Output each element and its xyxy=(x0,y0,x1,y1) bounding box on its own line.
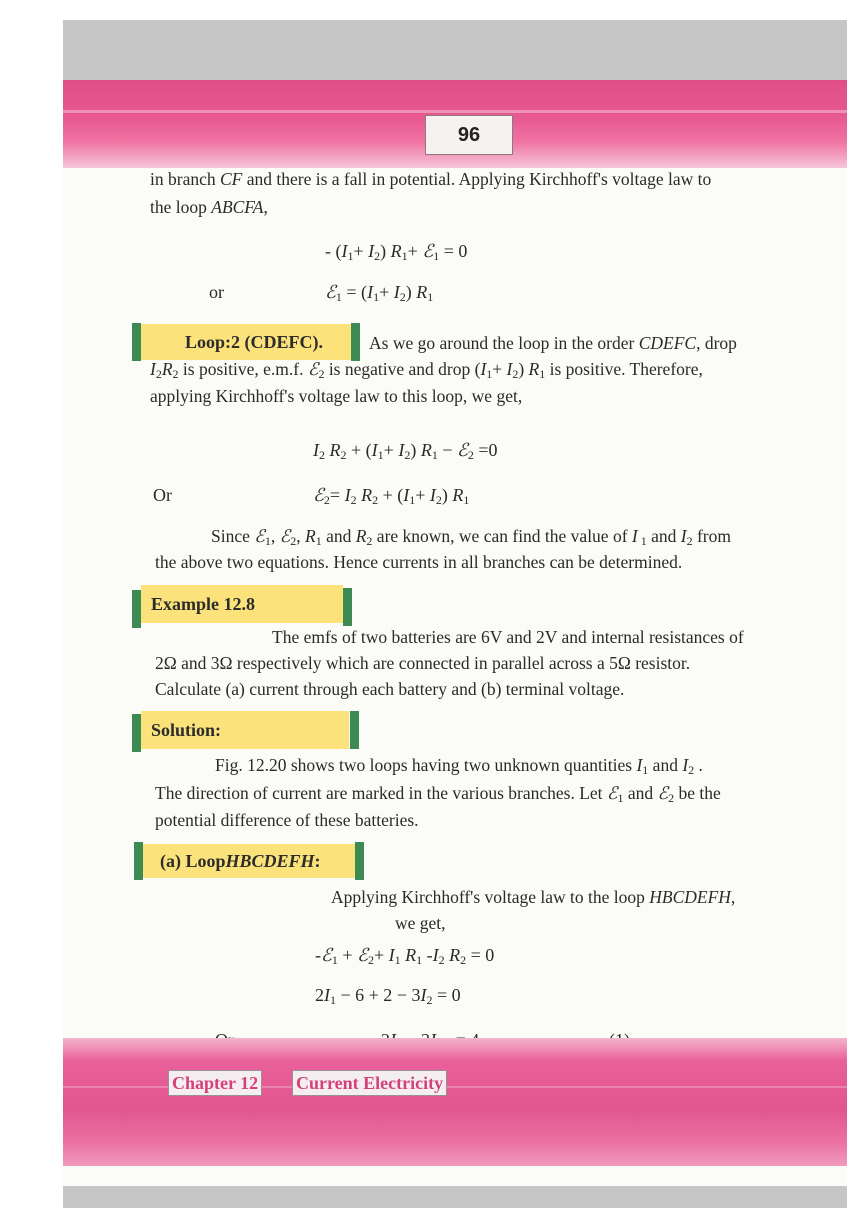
loop2-text-line-3: applying Kirchhoff's voltage law to this loop, we get, xyxy=(150,386,523,406)
loop2-or-label: Or xyxy=(153,485,172,505)
loop-a-heading: (a) Loop HBCDEFH : xyxy=(143,844,355,878)
footer-band xyxy=(63,1038,847,1166)
loop1-equation-2: ℰ$_1$ = $(I_1+ I_2)$ $R_1$ xyxy=(325,282,434,304)
footer-chapter-tag: Chapter 12 xyxy=(168,1070,262,1096)
example-text-line-2: 2Ω and 3Ω respectively which are connected in parallel across a 5Ω resistor. xyxy=(155,653,691,673)
page-number: 96 xyxy=(425,115,513,155)
example-heading: Example 12.8 xyxy=(141,585,343,623)
loop-a-equation-2: $2I_1 - 6 + 2 - 3I_2 = 0$ xyxy=(315,985,461,1007)
solution-marker-right xyxy=(350,711,359,749)
loop2-marker-left xyxy=(132,323,141,361)
since-line-1: Since ℰ$_1$, ℰ$_2$, $R_1$ and $R_2$ are known, we can find the value of I $_1$ and $I_2$ from xyxy=(211,526,731,548)
intro-line-2: the loop ABCFA, xyxy=(150,197,268,217)
example-marker-left xyxy=(132,590,141,628)
since-line-2: the above two equations. Hence currents in all branches can be determined. xyxy=(155,552,683,572)
example-marker-right xyxy=(343,588,352,626)
solution-text-line-2: The direction of current are marked in the various branches. Let ℰ$_1$ and ℰ$_2$ be the xyxy=(155,783,721,805)
loop-a-equation-1: -ℰ$_1$ + ℰ$_2$+ $I_1$ $R_1$ $-I_2$ $R_2 = 0$ xyxy=(315,945,495,967)
page-sheet xyxy=(63,80,847,1186)
intro-line-1: in branch CF and there is a fall in potential. Applying Kirchhoff's voltage law to xyxy=(150,169,712,189)
loop2-text-line-2: $I_2R_2$ is positive, e.m.f. ℰ$_2$ is negative and drop $(I_1+ I_2)$ $R_1$ is positive. Therefore, xyxy=(150,359,703,381)
solution-text-line-3: potential difference of these batteries. xyxy=(155,810,419,830)
solution-heading: Solution: xyxy=(141,711,349,749)
loop-a-text-line-2: we get, xyxy=(395,913,446,933)
loop1-equation-1: - $(I_1+ I_2)$ $R_1+$ ℰ$_1$ = 0 xyxy=(325,241,468,263)
loop2-equation-1: $I_2$ $R_2 + (I_1+ I_2) R_1$ − ℰ$_2$ =0 xyxy=(313,440,498,462)
example-text-line-1: The emfs of two batteries are 6V and 2V and internal resistances of xyxy=(272,627,744,647)
loop-a-marker-right xyxy=(355,842,364,880)
loop2-text-line-1: As we go around the loop in the order CDEFC, drop xyxy=(369,333,737,353)
scanned-page-background xyxy=(63,20,847,1208)
loop2-equation-2: ℰ$_2$= $I_2$ $R_2 + (I_1+ I_2)$ $R_1$ xyxy=(313,485,470,507)
solution-text-line-1: Fig. 12.20 shows two loops having two unknown quantities $I_1$ and $I_2$ . xyxy=(215,755,703,777)
example-text-line-3: Calculate (a) current through each battery and (b) terminal voltage. xyxy=(155,679,625,699)
loop1-or-label: or xyxy=(209,282,224,302)
loop-a-text-line-1: Applying Kirchhoff's voltage law to the loop HBCDEFH, xyxy=(331,887,736,907)
loop-a-marker-left xyxy=(134,842,143,880)
solution-marker-left xyxy=(132,714,141,752)
footer-title-tag: Current Electricity xyxy=(292,1070,447,1096)
loop2-heading: Loop:2 (CDEFC). xyxy=(141,324,351,360)
